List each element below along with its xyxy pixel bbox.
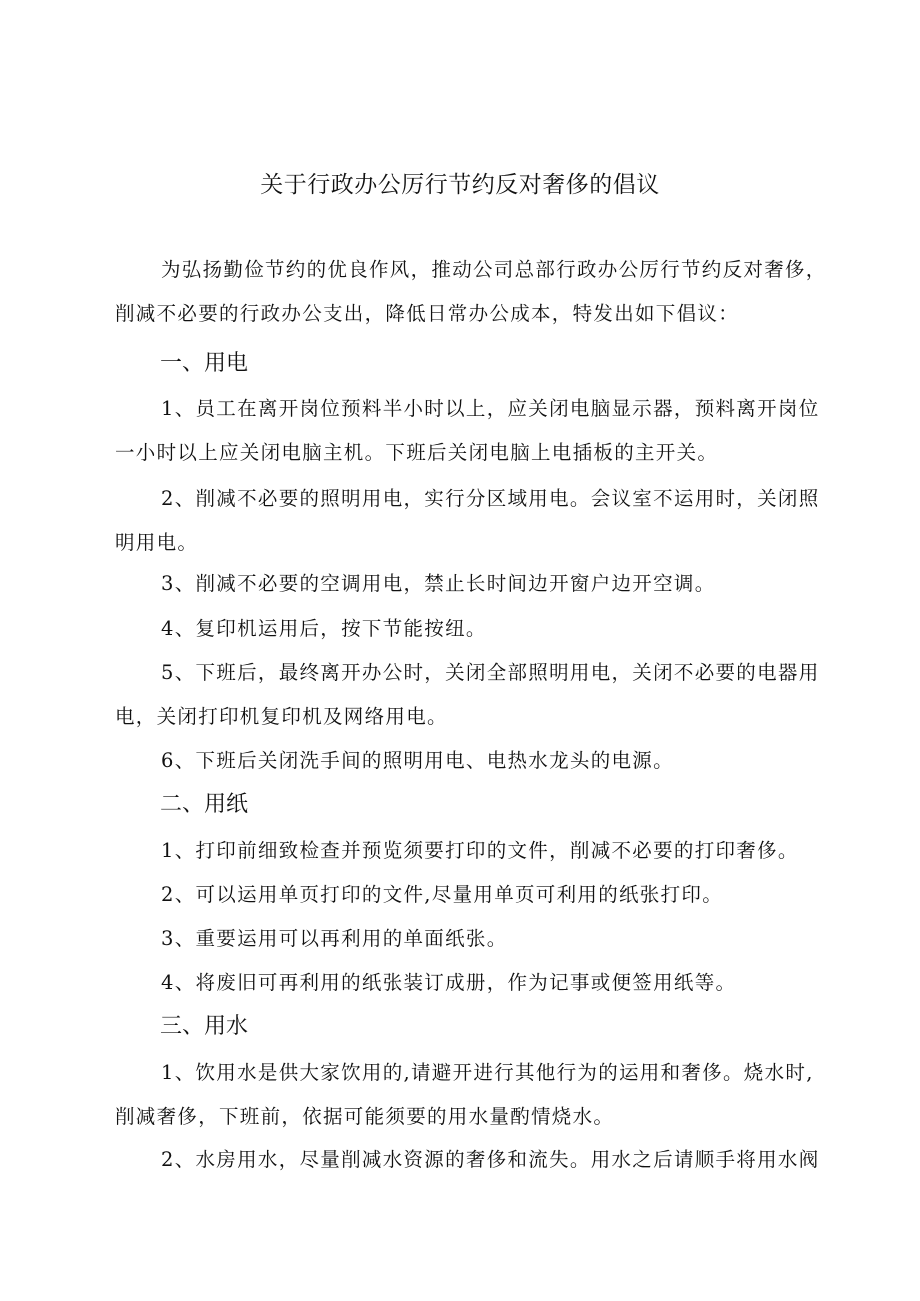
section-paper-item-3 [115, 917, 835, 961]
intro-line-2: 削减不必要的行政办公支出，降低日常办公成本，特发出如下倡议： [115, 302, 740, 325]
paragraph-line: 电，关闭打印机复印机及网络用电。 [115, 705, 448, 728]
paragraph-line: 明用电。 [115, 531, 199, 554]
section-electricity-item-2 [115, 477, 835, 565]
section-paper-item-4 [115, 961, 835, 1005]
paragraph-line: 3、重要运用可以再利用的单面纸张。 [161, 927, 508, 950]
section-water-item-1 [115, 1051, 835, 1139]
paragraph-line: 6、下班后关闭洗手间的照明用电、电热水龙头的电源。 [161, 749, 674, 772]
section-electricity-item-1 [115, 387, 835, 475]
section-water-item-2 [115, 1138, 835, 1182]
paragraph-line: 1、打印前细致检查并预览须要打印的文件，削减不必要的打印奢侈。 [161, 839, 799, 862]
section-heading-electricity: 一、用电 [160, 351, 249, 376]
section-heading-water: 三、用水 [160, 1014, 249, 1039]
section-electricity-item-5 [115, 651, 835, 739]
paragraph-line: 2、水房用水，尽量削减水资源的奢侈和流失。用水之后请顺手将用水阀 [161, 1148, 820, 1171]
paragraph-line: 一小时以上应关闭电脑主机。下班后关闭电脑上电插板的主开关。 [115, 441, 719, 464]
paragraph-line: 4、复印机运用后，按下节能按纽。 [161, 617, 487, 640]
paragraph-line: 5、下班后，最终离开办公时，关闭全部照明用电，关闭不必要的电器用 [161, 661, 820, 684]
paragraph-line: 4、将废旧可再利用的纸张装订成册，作为记事或便签用纸等。 [161, 971, 737, 994]
paragraph-line: 3、削减不必要的空调用电，禁止长时间边开窗户边开空调。 [161, 572, 716, 595]
paragraph-line: 1、饮用水是供大家饮用的,请避开进行其他行为的运用和奢侈。烧水时, [161, 1061, 814, 1084]
section-heading-paper: 二、用纸 [160, 792, 249, 817]
section-paper-item-1 [115, 829, 835, 873]
document-title: 关于行政办公厉行节约反对奢侈的倡议 [260, 172, 660, 198]
section-electricity-item-6 [115, 739, 835, 783]
paragraph-line: 2、削减不必要的照明用电，实行分区域用电。会议室不运用时，关闭照 [161, 487, 820, 510]
section-paper-item-2 [115, 873, 835, 917]
section-electricity-item-3 [115, 562, 835, 606]
intro-line-1: 为弘扬勤俭节约的优良作风，推动公司总部行政办公厉行节约反对奢侈， [161, 258, 827, 281]
section-electricity-item-4 [115, 607, 835, 651]
paragraph-line: 削减奢侈，下班前，依据可能须要的用水量酌情烧水。 [115, 1105, 615, 1128]
paragraph-line: 1、员工在离开岗位预料半小时以上，应关闭电脑显示器，预料离开岗位 [161, 397, 820, 420]
intro-paragraph [115, 248, 835, 336]
paragraph-line: 2、可以运用单页打印的文件,尽量用单页可利用的纸张打印。 [161, 883, 724, 906]
